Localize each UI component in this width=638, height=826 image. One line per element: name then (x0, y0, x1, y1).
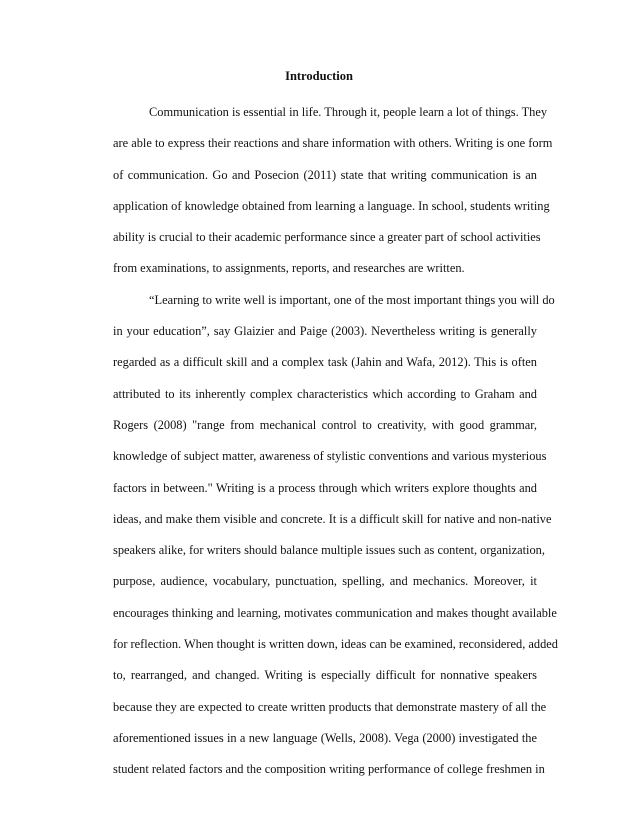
paragraph-2-line-11: encourages thinking and learning, motivates communication and makes thought available (113, 605, 557, 620)
paragraph-1-line-6: from examinations, to assignments, reports, and researches are written. (113, 261, 465, 276)
paragraph-2-line-15: aforementioned issues in a new language (Wells, 2008). Vega (2000) investigated the (113, 730, 537, 745)
paragraph-2-line-16: student related factors and the composition writing performance of college freshmen in (113, 762, 545, 777)
paragraph-2-line-1: “Learning to write well is important, one of the most important things you will do (149, 292, 555, 307)
paragraph-2-line-10: purpose, audience, vocabulary, punctuation, spelling, and mechanics. Moreover, it (113, 574, 537, 589)
body-text (113, 97, 558, 786)
paragraph-1-line-1: Communication is essential in life. Through it, people learn a lot of things. They (149, 105, 548, 119)
paragraph-2-line-13: to, rearranged, and changed. Writing is especially difficult for nonnative speakers (113, 668, 537, 683)
paragraph-2-line-2: in your education”, say Glaizier and Paige (2003). Nevertheless writing is generally (113, 324, 537, 339)
paragraph-1-line-5: ability is crucial to their academic performance since a greater part of school activities (113, 230, 541, 245)
paragraph-2-line-5: Rogers (2008) "range from mechanical control to creativity, with good grammar, (113, 417, 537, 432)
section-title: Introduction (285, 69, 353, 83)
paragraph-2-line-4: attributed to its inherently complex characteristics which according to Graham and (113, 386, 537, 401)
paragraph-2-line-9: speakers alike, for writers should balance multiple issues such as content, organization, (113, 543, 545, 558)
paragraph-2-line-14: because they are expected to create written products that demonstrate mastery of all the (113, 699, 547, 714)
paragraph-1-line-2: are able to express their reactions and share information with others. Writing is one form (113, 136, 553, 151)
paragraph-2-line-3: regarded as a difficult skill and a complex task (Jahin and Wafa, 2012). This is often (113, 355, 537, 370)
paragraph-1-line-3: of communication. Go and Posecion (2011) state that writing communication is an (113, 167, 537, 182)
paragraph-1-line-4: application of knowledge obtained from learning a language. In school, students writing (113, 198, 550, 213)
paragraph-2-line-6: knowledge of subject matter, awareness of stylistic conventions and various mysterious (113, 449, 547, 464)
paragraph-2-line-7: factors in between." Writing is a process through which writers explore thoughts and (113, 480, 537, 495)
paragraph-2-line-8: ideas, and make them visible and concrete. It is a difficult skill for native and non-native (113, 511, 552, 526)
paragraph-2-line-12: for reflection. When thought is written down, ideas can be examined, reconsidered, added (113, 637, 558, 652)
